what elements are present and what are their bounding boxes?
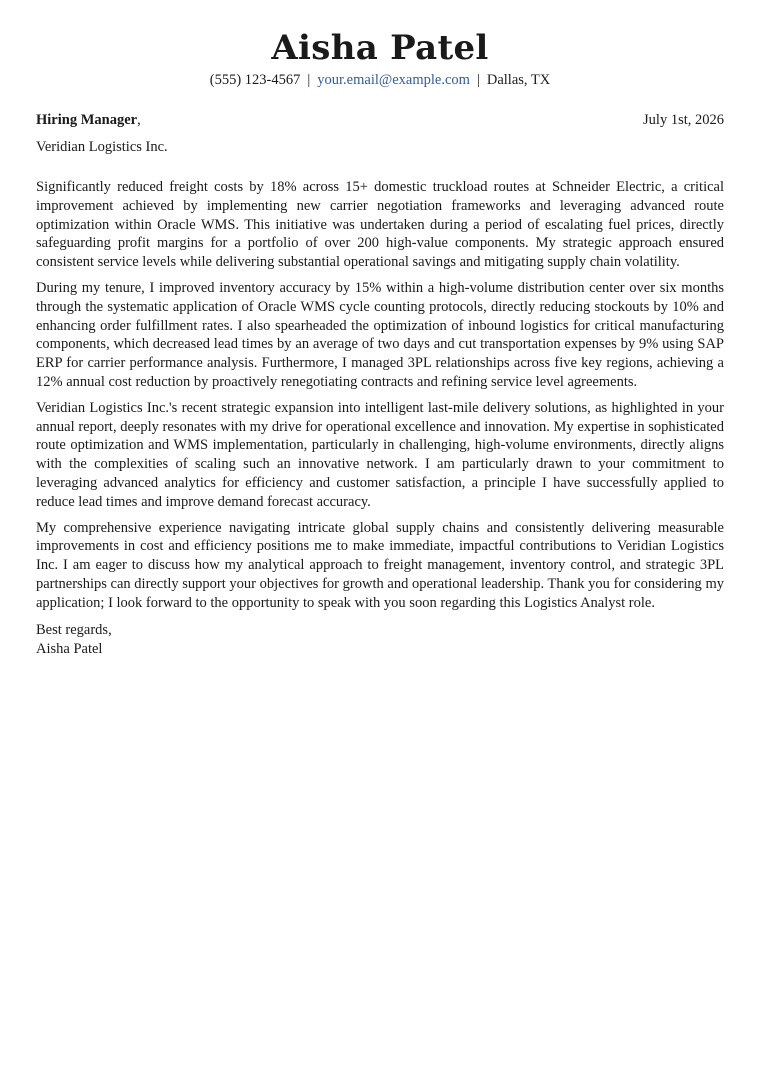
signature-name: Aisha Patel	[36, 640, 103, 657]
body-paragraph: My comprehensive experience navigating intricate global supply chains and consistently delivering measurable improvements in cost and efficiency positions me to make immediate, impactful contributions to Veridian Logistics Inc. I am eager to discuss how my analytical approach to freight management, inventory control, and strategic 3PL partnerships can directly support your objectives for growth and operational leadership. Thank you for considering my application; I look forward to the opportunity to speak with you soon regarding this Logistics Analyst role.	[36, 519, 724, 611]
salutation	[36, 111, 141, 130]
phone-number: (555) 123-4567	[209, 72, 301, 88]
salutation-recipient: Hiring Manager	[36, 112, 138, 128]
closing-block	[36, 621, 724, 659]
letter-date: July 1st, 2026	[643, 112, 724, 128]
letter-body	[36, 178, 724, 613]
contact-separator: |	[307, 72, 311, 88]
location: Dallas, TX	[486, 72, 551, 88]
valediction: Best regards,	[36, 621, 112, 638]
company-name: Veridian Logistics Inc.	[36, 139, 168, 155]
applicant-name: Aisha Patel	[271, 28, 489, 68]
body-paragraph: Significantly reduced freight costs by 18% across 15+ domestic truckload routes at Schneider Electric, a critical improvement achieved by implementing new carrier negotiation frameworks and leveraging advanced route optimization within Oracle WMS. This initiative was undertaken during a period of escalating fuel prices, directly safeguarding profit margins for a portfolio of over 200 high-value components. My strategic approach ensured consistent service levels while delivering substantial operational savings and mitigating supply chain volatility.	[36, 179, 724, 271]
body-paragraph: During my tenure, I improved inventory accuracy by 15% within a high-volume distribution center over six months through the systematic application of Oracle WMS cycle counting protocols, directly reducing stockouts by 10% and enhancing order fulfillment rates. I also spearheaded the optimization of inbound logistics for critical manufacturing components, which decreased lead times by an average of two days and cut transportation expenses by 9% using SAP ERP for carrier performance analysis. Furthermore, I managed 3PL relationships across five key regions, achieving a 12% annual cost reduction by proactively renegotiating contracts and refining service level agreements.	[36, 279, 724, 390]
contact-separator: |	[476, 72, 480, 88]
recipient-row	[36, 111, 724, 130]
body-paragraph: Veridian Logistics Inc.'s recent strategic expansion into intelligent last-mile delivery solutions, as highlighted in your annual report, deeply resonates with my drive for operational excellence and innovation. My expertise in sophisticated route optimization and WMS implementation, particularly in challenging, high-volume environments, directly aligns with the complexities of scaling such an innovative network. I am particularly drawn to your commitment to leveraging advanced analytics for efficiency and customer satisfaction, a principle I have successfully applied to reduce lead times and improve demand forecast accuracy.	[36, 399, 724, 510]
email-link[interactable]: your.email@example.com	[317, 72, 470, 88]
salutation-comma: ,	[137, 112, 141, 128]
contact-line	[36, 70, 724, 90]
